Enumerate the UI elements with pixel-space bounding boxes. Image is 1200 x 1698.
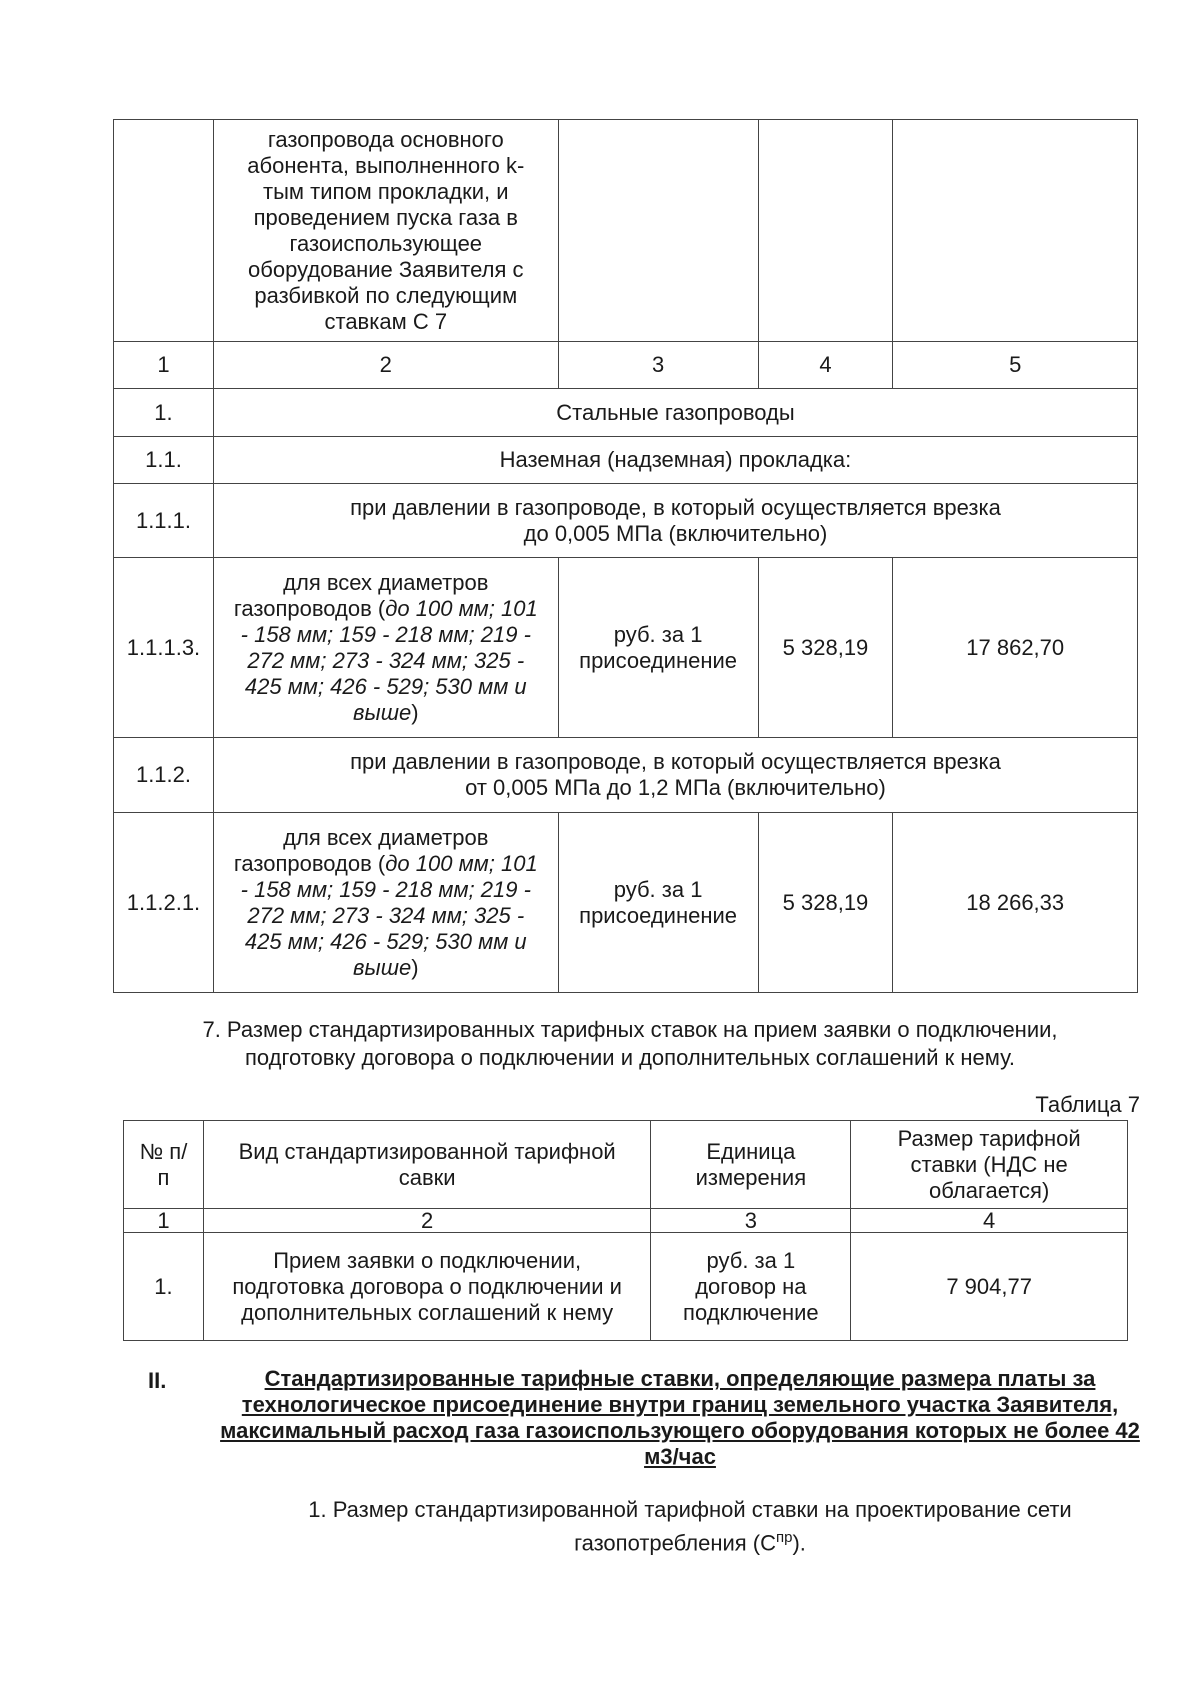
rate-name-text: )	[411, 699, 419, 725]
group-title-line: до 0,005 МПа (включительно)	[523, 520, 828, 546]
column-header: Вид стандартизированной тарифной савки	[203, 1121, 650, 1209]
group-title: Стальные газопроводы	[213, 389, 1137, 437]
row-number: 1.1.	[114, 437, 214, 484]
value-col4: 5 328,19	[758, 813, 893, 993]
col-number: 5	[893, 342, 1138, 389]
group-title-line: от 0,005 МПа до 1,2 МПа (включительно)	[465, 775, 886, 800]
tariff-table-7	[123, 1120, 1128, 1341]
rate-name	[213, 813, 558, 993]
unit: руб. за 1 договор на подключение	[651, 1233, 851, 1341]
unit: руб. за 1 присоединение	[558, 813, 758, 993]
table-row	[114, 484, 1138, 558]
value-col4: 5 328,19	[758, 558, 893, 738]
section-title: Стандартизированные тарифные ставки, определяющие размера платы за технологическое присоединение внутри границ земельного участка Заявителя, максимальный расход газа газоиспользующего оборудования которых не более 42 м3/час	[220, 1366, 1140, 1469]
col-number: 2	[213, 342, 558, 389]
group-title-line: при давлении в газопроводе, в который осуществляется врезка	[350, 494, 1001, 520]
column-header: Размер тарифной ставки (НДС не облагается)	[851, 1121, 1128, 1209]
table-row	[114, 437, 1138, 484]
value-col5: 18 266,33	[893, 813, 1138, 993]
col-number: 3	[558, 342, 758, 389]
list-item-text: 1. Размер стандартизированной тарифной ставки на проектирование сети газопотребления (С	[308, 1497, 1072, 1556]
table-caption: Таблица 7	[1035, 1092, 1140, 1117]
table-row	[114, 558, 1138, 738]
group-title: Наземная (надземная) прокладка:	[213, 437, 1137, 484]
rate-name: газопровода основного абонента, выполненного k-тым типом прокладки, и проведением пуска газа в газоиспользующее оборудование Заявителя с разбивкой по следующим ставкам С 7	[213, 120, 558, 342]
row-number: 1.1.1.3.	[114, 558, 214, 738]
diameter-list: до 100 мм; 101 - 158 мм; 159 - 218 мм; 219 - 272 мм; 273 - 324 мм; 325 - 425 мм; 426 - 529; 530 мм и выше	[240, 850, 538, 980]
rate-name: Прием заявки о подключении, подготовка договора о подключении и дополнительных соглашений к нему	[203, 1233, 650, 1341]
paragraph-line: подготовку договора о подключении и дополнительных соглашений к нему.	[244, 1045, 1016, 1070]
list-item-text: ).	[792, 1530, 806, 1556]
group-title-line: при давлении в газопроводе, в который осуществляется врезка	[350, 749, 1001, 774]
table-row	[114, 813, 1138, 993]
tariff-table-6	[113, 119, 1138, 993]
col-number: 4	[758, 342, 893, 389]
table-row	[114, 389, 1138, 437]
column-header: № п/п	[124, 1121, 204, 1209]
table-row	[114, 738, 1138, 813]
row-number: 1.	[124, 1233, 204, 1341]
column-numbers-row	[114, 342, 1138, 389]
value-col5: 17 862,70	[893, 558, 1138, 738]
rate-name-text: для всех диаметров газопроводов (	[233, 824, 489, 876]
table-row	[124, 1233, 1128, 1341]
list-item	[280, 1496, 1100, 1557]
paragraph-line: 7. Размер стандартизированных тарифных ставок на прием заявки о подключении,	[202, 1017, 1058, 1042]
header-row	[124, 1121, 1128, 1209]
column-header: Единица измерения	[651, 1121, 851, 1209]
superscript: пр	[776, 1529, 793, 1546]
rate-value: 7 904,77	[851, 1233, 1128, 1341]
diameter-list: до 100 мм; 101 - 158 мм; 159 - 218 мм; 219 - 272 мм; 273 - 324 мм; 325 - 425 мм; 426 - 529; 530 мм и выше	[240, 595, 538, 725]
col-number: 1	[124, 1209, 204, 1233]
paragraph-7	[130, 1016, 1130, 1072]
table-row	[114, 120, 1138, 342]
col-number: 2	[203, 1209, 650, 1233]
row-number	[114, 120, 214, 342]
unit: руб. за 1 присоединение	[558, 558, 758, 738]
row-number: 1.1.1.	[114, 484, 214, 558]
group-title	[213, 738, 1137, 813]
row-number: 1.1.2.	[114, 738, 214, 813]
rate-name	[213, 558, 558, 738]
col-number: 4	[851, 1209, 1128, 1233]
col-number: 1	[114, 342, 214, 389]
rate-name-text: )	[411, 954, 419, 980]
rate-name-text: для всех диаметров газопроводов (	[233, 569, 489, 621]
group-title	[213, 484, 1137, 558]
column-numbers-row	[124, 1209, 1128, 1233]
row-number: 1.1.2.1.	[114, 813, 214, 993]
row-number: 1.	[114, 389, 214, 437]
col-number: 3	[651, 1209, 851, 1233]
section-number: II.	[148, 1368, 167, 1393]
